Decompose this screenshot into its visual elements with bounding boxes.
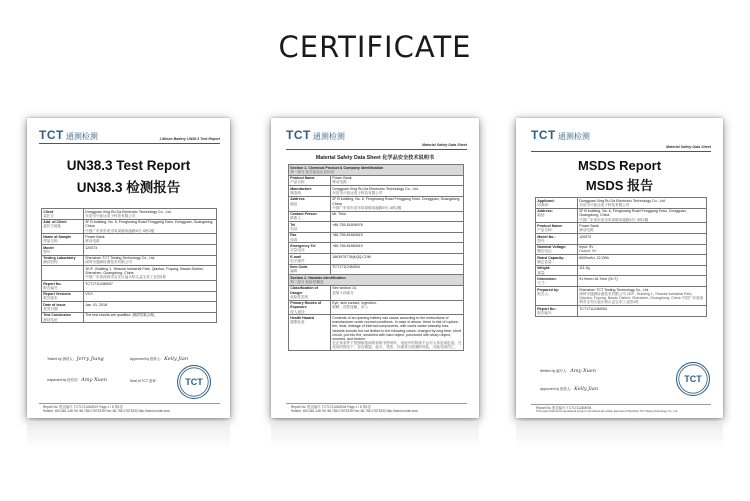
field-label: Emergency Tel xyxy=(290,243,316,248)
table-row xyxy=(42,280,217,291)
field-label-cn: 产品名称: xyxy=(537,228,553,233)
field-label-cn: 额定电压: xyxy=(537,249,553,254)
field-label: Dimension: xyxy=(537,276,557,281)
msds-info-table xyxy=(288,164,464,351)
field-label: Applicant: xyxy=(537,198,555,203)
conclusion-row xyxy=(42,312,217,323)
field-label-cn: 报告版本 xyxy=(43,296,58,301)
field-label-cn: 电子邮件 xyxy=(290,258,305,263)
field-value-cn: 东莞市兴茹达电子科技有限公司 xyxy=(332,190,383,195)
field-label: Manufacture xyxy=(290,186,312,191)
field-value-cn: 深圳市通测检测技术有限公司 xyxy=(85,260,132,265)
tct-seal: TCT xyxy=(676,362,710,396)
field-value-cn: 移动电源 xyxy=(332,180,347,185)
field-label-cn: 委托方 xyxy=(43,213,54,218)
table-row xyxy=(536,265,707,276)
field-value-cn: 中国广东省深圳市宝安区福永桥头益宝来工业园1栋 xyxy=(85,275,167,280)
table-row xyxy=(289,243,464,254)
section-title: Section 1- Chemical Product & Company Identification xyxy=(290,165,384,170)
field-label: Name of Sample xyxy=(43,234,72,239)
table-row xyxy=(42,255,217,266)
footer-line-1: Report No. 报告编号: TCT171124M004 xyxy=(536,406,592,410)
field-value: Power Bank xyxy=(332,176,352,181)
table-row xyxy=(289,264,464,275)
field-value: V9.0 xyxy=(85,292,93,297)
table-row xyxy=(289,300,464,315)
field-label: Classification of Danger xyxy=(290,286,318,295)
field-label-cn: 额定容量: xyxy=(537,259,553,264)
table-row xyxy=(289,211,464,222)
field-value: 2F B building, No. 6, Fenghuang Road Fenggang Town, Dongguan, Guangdong, China xyxy=(579,209,687,218)
field-label: Prepared by: xyxy=(537,287,560,292)
report-title-cn: MSDS 报告 xyxy=(585,178,654,193)
table-row xyxy=(536,305,707,316)
msds-sheet-document xyxy=(271,118,479,418)
field-value: Power Bank xyxy=(579,223,599,228)
field-label: Model xyxy=(43,245,54,250)
field-label-cn: 侵入途径 xyxy=(290,309,305,314)
field-label-cn: 委托方地址 xyxy=(43,224,62,229)
table-row xyxy=(42,266,217,281)
field-label: Tel xyxy=(290,222,296,227)
table-row xyxy=(536,244,707,255)
written-by-line: Written by 编写人: Amy Xuen xyxy=(540,368,596,374)
table-row xyxy=(536,255,707,266)
field-label-cn: 报告编号: xyxy=(537,310,553,315)
field-value-cn: 在正常条件下按照制造商的说明书使用时，电池中的物质不会对人体造成危害。在误用的情况下，存在破裂、起火、发热、内部成分泄漏的风险，可能导致伤亡。 xyxy=(332,341,462,350)
field-value: 120073 xyxy=(85,245,98,250)
field-value-cn: 东莞市兴茹达电子科技有限公司 xyxy=(85,213,136,218)
table-row xyxy=(289,315,464,351)
table-row xyxy=(289,186,464,197)
field-label-cn: 危险性类别 xyxy=(290,294,309,299)
middle-document-reflection xyxy=(271,421,479,449)
field-label-cn: 产品名称 xyxy=(290,180,305,185)
field-label: Date of issue xyxy=(43,302,66,307)
section-header-row xyxy=(289,275,464,286)
field-label: Report No. xyxy=(43,281,62,286)
field-value: Jan. 01, 2018 xyxy=(85,302,107,307)
table-row xyxy=(42,244,217,255)
field-label: Model No.: xyxy=(537,234,556,239)
field-value: 6000mAh, 22.2Wh xyxy=(579,255,609,260)
approved-by-line: Approved by 批准人: Kelly Jian xyxy=(130,356,189,362)
document-tag: Lithium Battery UN38.3 Test Report xyxy=(159,137,220,141)
field-value: TCT171124M004 xyxy=(332,265,360,270)
table-row xyxy=(289,232,464,243)
field-label-cn: 制造商 xyxy=(290,190,301,195)
field-label-cn: 应急电话 xyxy=(290,248,305,253)
field-value: TCT171124M007 xyxy=(85,281,113,286)
tested-by-line: Tested by 测试人: Jerry Jiang xyxy=(47,356,104,362)
field-value-cn: 中国广东省东莞市凤岗镇凤凰路6号, 6栋2楼 xyxy=(579,217,649,222)
field-value: 1663975776@QQ.COM xyxy=(332,254,371,259)
report-title-cn: UN38.3 检测报告 xyxy=(76,180,181,195)
field-label: Product Name xyxy=(290,176,315,181)
footer-line-1: Report No. 报告编号: TCT171124M004 Page 1 / 8 第1页 xyxy=(291,405,371,409)
seal-label: Seal of TCT 盖章: xyxy=(130,379,157,383)
field-label: Fax xyxy=(290,233,297,238)
field-value-cn: 移动电源 xyxy=(85,239,100,244)
document-tag: Material Safety Data Sheet xyxy=(422,143,467,147)
field-label: Report Versions xyxy=(43,292,71,297)
field-label-cn: 健康危害 xyxy=(290,320,305,325)
field-label: Health Hazard xyxy=(290,315,315,320)
field-label-cn: 编码 xyxy=(290,269,298,274)
field-label: Rated Capacity: xyxy=(537,255,565,260)
field-value: Input: 5V xyxy=(579,245,594,250)
field-label-cn: 地址: xyxy=(537,213,546,218)
field-label-cn: 测试机构 xyxy=(43,260,58,265)
field-label-cn: 型号 xyxy=(43,249,51,254)
field-value: Mr. Tims xyxy=(332,212,346,217)
inspected-by-line: Inspected by 检验员: Amy Xuen xyxy=(47,377,108,383)
field-label: Address xyxy=(290,197,305,202)
field-value: 1E/F., Building 1, Yibaolai Industrial Park, Qiaotou, Fuyong, Baoan District, Shenzhen, Guangdong, China xyxy=(85,266,204,275)
header-divider xyxy=(286,149,467,150)
table-row xyxy=(536,208,707,223)
report-title-en: MSDS Report xyxy=(577,158,662,173)
field-value: +86-755-81660619 xyxy=(332,233,363,238)
field-value: +86-755-81660619 xyxy=(332,243,363,248)
footer-line-2: Hotline: 400-661-148 Tel: 86-755-27673339 Fax: 86-755-27673332 http://www.tct-lab.com xyxy=(291,409,418,413)
field-value-cn: 中国广东省东莞市凤岗镇凤凰路6号, 6栋2楼 xyxy=(332,205,402,210)
field-value: Dongguan Xing Ru Da Electronic Technology Co., Ltd. xyxy=(332,186,419,191)
table-row xyxy=(289,285,464,300)
field-label-cn: 传真 xyxy=(290,237,298,242)
field-label-cn: 申请商: xyxy=(537,202,549,207)
report-info-table xyxy=(41,208,217,323)
field-value: Dongguan Xing Ru Da Electronic Technology Co., Ltd. xyxy=(579,198,666,203)
table-row xyxy=(536,223,707,234)
field-label-cn: 样品名称 xyxy=(43,239,58,244)
table-row xyxy=(536,276,707,287)
un38-3-report-document xyxy=(27,118,230,418)
footer-divider xyxy=(286,403,467,404)
sheet-title: Material Safety Data Sheet 化学品安全技术说明书 xyxy=(315,155,435,161)
tct-logo: TCT 通测检测 xyxy=(39,128,98,142)
field-label: E-mail xyxy=(290,254,301,259)
msds-report-table xyxy=(535,197,707,317)
header-divider xyxy=(531,151,711,152)
header-divider xyxy=(39,143,220,144)
approved-by-line: Approved by 批准人: Kelly Jian xyxy=(540,386,599,392)
tct-seal: TCT xyxy=(177,365,211,399)
section-title-cn: 第一部分 化学品及企业标识 xyxy=(290,169,335,174)
report-title-en: UN38.3 Test Report xyxy=(66,158,191,173)
field-value: Power Bank xyxy=(85,234,105,239)
field-value: TCT171124M004 xyxy=(579,306,607,311)
field-value-cn: 移动电源 xyxy=(579,228,594,233)
field-value: Shenzhen TCT Testing Technology Co., Ltd. xyxy=(85,256,156,261)
field-value-cn: 中国广东省东莞市凤岗镇凤凰路6号, 6栋2楼 xyxy=(85,228,155,233)
field-value: See section 14. xyxy=(332,286,357,291)
field-value-cn: Output: 5V xyxy=(579,249,597,254)
field-label-cn: 电话 xyxy=(290,226,298,231)
table-row xyxy=(536,198,707,209)
field-value: 111.2g xyxy=(579,266,590,271)
field-value: The test results are qualified. 测试结果合格。 xyxy=(85,313,158,318)
field-label-cn: 尺寸: xyxy=(537,281,546,286)
field-label-cn: 重量: xyxy=(537,270,546,275)
field-label: Product Name: xyxy=(537,223,563,228)
field-label: Address: xyxy=(537,209,553,214)
field-value: Contents of an opening battery can cause according to the instructions of manufacturer under normal conditions. In case of abuse, there is risk of rupture, fire, heat, leakage of internal components, with could cause casualty loss. Vessels include but not limited to the following cases: charged by long time, short circuit, put into fire, smashed with hard object, punctured with sharp object, crushed, and broken. xyxy=(332,315,462,341)
footer-line-1: Report No. 报告编号: TCT171124M007 Page 1 / 8 第1页 xyxy=(43,405,123,409)
field-value-cn: 深圳市通测检测技术有限公司 1E/F., Building 1, Yibaolai Industrial Park, Qiaotou, Fuyong, Baoan District, Shenzhen, Guangdong, China 中国广东省深圳市宝安区福永桥头益宝来工业园1栋 xyxy=(579,291,704,305)
table-row xyxy=(42,209,217,220)
field-value: 120073 xyxy=(579,234,592,239)
table-row xyxy=(42,291,217,302)
field-value: 2F B building, No. 6, Fenghuang Road Fenggang Town, Dongguan, Guangdong, China xyxy=(85,220,214,229)
table-row xyxy=(42,302,217,313)
footer-line-2: Hotline: 400-661-148 Tel: 86-755-27673339 Fax: 86-755-27673332 http://www.tct-lab.com xyxy=(43,409,170,413)
table-row xyxy=(289,253,464,264)
footer-divider xyxy=(531,404,711,405)
right-document-reflection xyxy=(516,421,723,449)
field-label: Add. of Client xyxy=(43,220,67,225)
msds-report-document xyxy=(516,118,723,418)
field-value: 91.9mm×16.7mm (D×T) xyxy=(579,276,618,281)
field-label-cn: 签发日期 xyxy=(43,306,58,311)
table-row xyxy=(536,233,707,244)
table-row xyxy=(42,219,217,234)
table-row xyxy=(42,234,217,245)
field-value: Shenzhen TCT Testing Technology Co., Ltd. xyxy=(579,287,650,292)
field-label: Primary Routes of Exposure xyxy=(290,301,322,310)
document-tag: Material Safety Data Sheet xyxy=(666,145,711,149)
field-label-cn: 报告编号 xyxy=(43,285,58,290)
table-row xyxy=(289,175,464,186)
field-value-cn: 眼睛、皮肤接触、食入 xyxy=(332,305,369,310)
field-label-cn: 联系人 xyxy=(290,216,301,221)
field-value: Dongguan Xing Ru Da Electronic Technology Co., Ltd. xyxy=(85,209,172,214)
tct-logo: TCT 通测检测 xyxy=(531,128,590,142)
section-title-cn: 第二部分 危险性概述 xyxy=(290,279,324,284)
section-header-row xyxy=(289,165,464,176)
field-label: Test Conclusion xyxy=(43,313,71,318)
field-value: 2F B building, No. 6, Fenghuang Road Fenggang Town, Dongguan, Guangdong, China xyxy=(332,197,461,206)
field-label: Client xyxy=(43,209,54,214)
field-label: Item Code xyxy=(290,265,308,270)
left-document-reflection xyxy=(27,421,230,449)
field-value-cn: 东莞市兴茹达电子科技有限公司 xyxy=(579,202,630,207)
page-title: CERTIFICATE xyxy=(278,30,472,64)
field-label-cn: 测试结论 xyxy=(43,317,58,322)
footer-line-2: This report shall not be reproduced except in full without the written approval of Shenzhen TCT Testing Technology Co., Ltd. xyxy=(536,410,678,413)
field-label-cn: 地址 xyxy=(290,201,298,206)
section-title: Section 2- Hazards Identification xyxy=(290,275,346,280)
table-row xyxy=(289,222,464,233)
field-label: Testing Laboratory xyxy=(43,256,76,261)
field-label-cn: 报告人: xyxy=(537,291,549,296)
field-label: Weight: xyxy=(537,266,551,271)
field-value: +86-755-81608978 xyxy=(332,222,363,227)
field-label: Nominal Voltage: xyxy=(537,245,567,250)
field-label: Contact Person xyxy=(290,212,317,217)
field-label-cn: 型号: xyxy=(537,238,546,243)
field-value-cn: 见第十四部分 xyxy=(332,290,354,295)
table-row xyxy=(289,196,464,211)
footer-divider xyxy=(39,403,220,404)
field-value: Eye, skin contact, ingestion. xyxy=(332,301,377,306)
tct-logo: TCT 通测检测 xyxy=(286,128,345,142)
table-row xyxy=(536,286,707,305)
field-label: Report No.: xyxy=(537,306,557,311)
